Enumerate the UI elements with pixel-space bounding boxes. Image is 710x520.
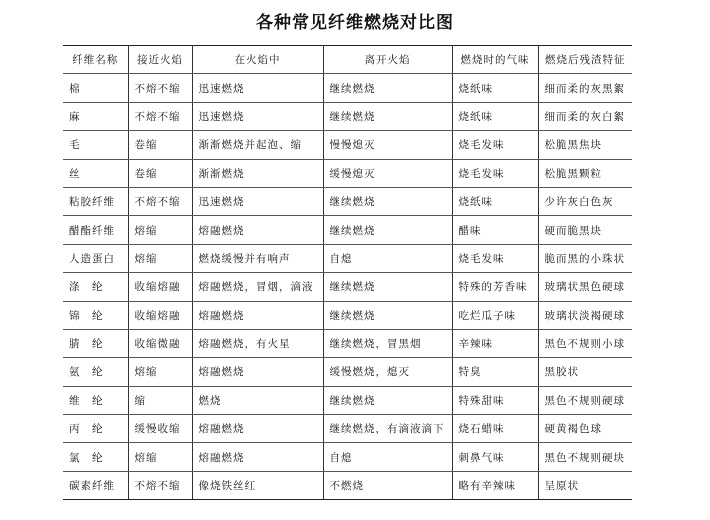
residue-cell: 脆而黑的小珠状 [538,244,632,272]
near-flame-cell: 不熔不缩 [128,471,192,499]
table-row [63,386,632,414]
near-flame-cell: 收缩熔融 [128,273,192,301]
odor-cell: 特殊甜味 [452,386,538,414]
fiber-name-cell: 氯 纶 [63,443,128,471]
in-flame-cell: 像烧铁丝红 [192,471,323,499]
near-flame-cell: 不熔不缩 [128,74,192,102]
odor-cell: 辛辣味 [452,329,538,357]
in-flame-cell: 熔融燃烧，有火星 [192,329,323,357]
table-row [63,273,632,301]
odor-cell: 烧石蜡味 [452,415,538,443]
fiber-name-cell: 维 纶 [63,386,128,414]
in-flame-cell: 熔融燃烧，冒烟，滴液 [192,273,323,301]
in-flame-cell: 燃烧缓慢并有响声 [192,244,323,272]
residue-cell: 硬而脆黑块 [538,216,632,244]
residue-cell: 呈原状 [538,471,632,499]
table-row [63,102,632,130]
residue-cell: 硬黄褐色球 [538,415,632,443]
near-flame-cell: 不熔不缩 [128,187,192,215]
leaving-flame-cell: 继续燃烧 [323,273,452,301]
in-flame-cell: 燃烧 [192,386,323,414]
table-row [63,301,632,329]
fiber-name-cell: 人造蛋白 [63,244,128,272]
near-flame-cell: 卷缩 [128,159,192,187]
odor-cell: 醋味 [452,216,538,244]
residue-cell: 玻璃状黑色硬球 [538,273,632,301]
fiber-name-cell: 醋酯纤维 [63,216,128,244]
near-flame-cell: 熔缩 [128,216,192,244]
in-flame-cell: 迅速燃烧 [192,74,323,102]
leaving-flame-cell: 继续燃烧 [323,301,452,329]
residue-cell: 少许灰白色灰 [538,187,632,215]
table-row [63,187,632,215]
residue-cell: 黑色不规则硬球 [538,386,632,414]
near-flame-cell: 收缩熔融 [128,301,192,329]
leaving-flame-cell: 缓慢燃烧，熄灭 [323,358,452,386]
residue-cell: 细而柔的灰白絮 [538,102,632,130]
residue-cell: 细而柔的灰黑絮 [538,74,632,102]
table-body [63,74,632,500]
near-flame-cell: 卷缩 [128,131,192,159]
odor-cell: 刺鼻气味 [452,443,538,471]
leaving-flame-cell: 继续燃烧 [323,216,452,244]
fiber-name-cell: 粘胶纤维 [63,187,128,215]
fiber-name-cell: 丙 纶 [63,415,128,443]
fiber-name-cell: 锦 纶 [63,301,128,329]
table-row [63,74,632,102]
odor-cell: 特殊的芳香味 [452,273,538,301]
fiber-burning-comparison-table [63,45,632,500]
odor-cell: 特臭 [452,358,538,386]
residue-cell: 黑色不规则硬块 [538,443,632,471]
leaving-flame-cell: 继续燃烧，有滴液滴下 [323,415,452,443]
fiber-name-cell: 麻 [63,102,128,130]
in-flame-cell: 迅速燃烧 [192,187,323,215]
in-flame-cell: 熔融燃烧 [192,443,323,471]
header-near-flame: 接近火焰 [128,46,192,74]
table-header-row [63,46,632,74]
near-flame-cell: 缓慢收缩 [128,415,192,443]
residue-cell: 黑胶状 [538,358,632,386]
table-row [63,415,632,443]
table-row [63,329,632,357]
near-flame-cell: 熔缩 [128,358,192,386]
leaving-flame-cell: 自熄 [323,244,452,272]
odor-cell: 烧纸味 [452,102,538,130]
leaving-flame-cell: 继续燃烧 [323,74,452,102]
leaving-flame-cell: 继续燃烧，冒黑烟 [323,329,452,357]
header-fiber-name: 纤维名称 [63,46,128,74]
near-flame-cell: 不熔不缩 [128,102,192,130]
fiber-name-cell: 丝 [63,159,128,187]
table-row [63,244,632,272]
table-row [63,443,632,471]
table-row [63,358,632,386]
table-row [63,131,632,159]
residue-cell: 黑色不规则小球 [538,329,632,357]
leaving-flame-cell: 不燃烧 [323,471,452,499]
residue-cell: 松脆黑焦块 [538,131,632,159]
fiber-name-cell: 碳素纤维 [63,471,128,499]
near-flame-cell: 熔缩 [128,244,192,272]
in-flame-cell: 熔融燃烧 [192,415,323,443]
near-flame-cell: 熔缩 [128,443,192,471]
fiber-name-cell: 涤 纶 [63,273,128,301]
fiber-name-cell: 棉 [63,74,128,102]
leaving-flame-cell: 自熄 [323,443,452,471]
odor-cell: 烧毛发味 [452,159,538,187]
in-flame-cell: 渐渐燃烧 [192,159,323,187]
table-row [63,216,632,244]
odor-cell: 烧毛发味 [452,131,538,159]
odor-cell: 烧纸味 [452,74,538,102]
leaving-flame-cell: 慢慢熄灭 [323,131,452,159]
fiber-name-cell: 腈 纶 [63,329,128,357]
odor-cell: 吃烂瓜子味 [452,301,538,329]
in-flame-cell: 熔融燃烧 [192,216,323,244]
odor-cell: 略有辛辣味 [452,471,538,499]
leaving-flame-cell: 继续燃烧 [323,187,452,215]
table-row [63,159,632,187]
near-flame-cell: 缩 [128,386,192,414]
in-flame-cell: 熔融燃烧 [192,301,323,329]
in-flame-cell: 熔融燃烧 [192,358,323,386]
leaving-flame-cell: 继续燃烧 [323,386,452,414]
header-in-flame: 在火焰中 [192,46,323,74]
document-title: 各种常见纤维燃烧对比图 [256,13,454,33]
residue-cell: 松脆黑颗粒 [538,159,632,187]
near-flame-cell: 收缩微融 [128,329,192,357]
odor-cell: 烧纸味 [452,187,538,215]
header-leaving-flame: 离开火焰 [323,46,452,74]
fiber-name-cell: 氨 纶 [63,358,128,386]
residue-cell: 玻璃状淡褐硬球 [538,301,632,329]
in-flame-cell: 渐渐燃烧并起泡、缩 [192,131,323,159]
odor-cell: 烧毛发味 [452,244,538,272]
table-row [63,471,632,499]
header-residue: 燃烧后残渣特征 [538,46,632,74]
header-burning-odor: 燃烧时的气味 [452,46,538,74]
leaving-flame-cell: 缓慢熄灭 [323,159,452,187]
in-flame-cell: 迅速燃烧 [192,102,323,130]
leaving-flame-cell: 继续燃烧 [323,102,452,130]
fiber-name-cell: 毛 [63,131,128,159]
